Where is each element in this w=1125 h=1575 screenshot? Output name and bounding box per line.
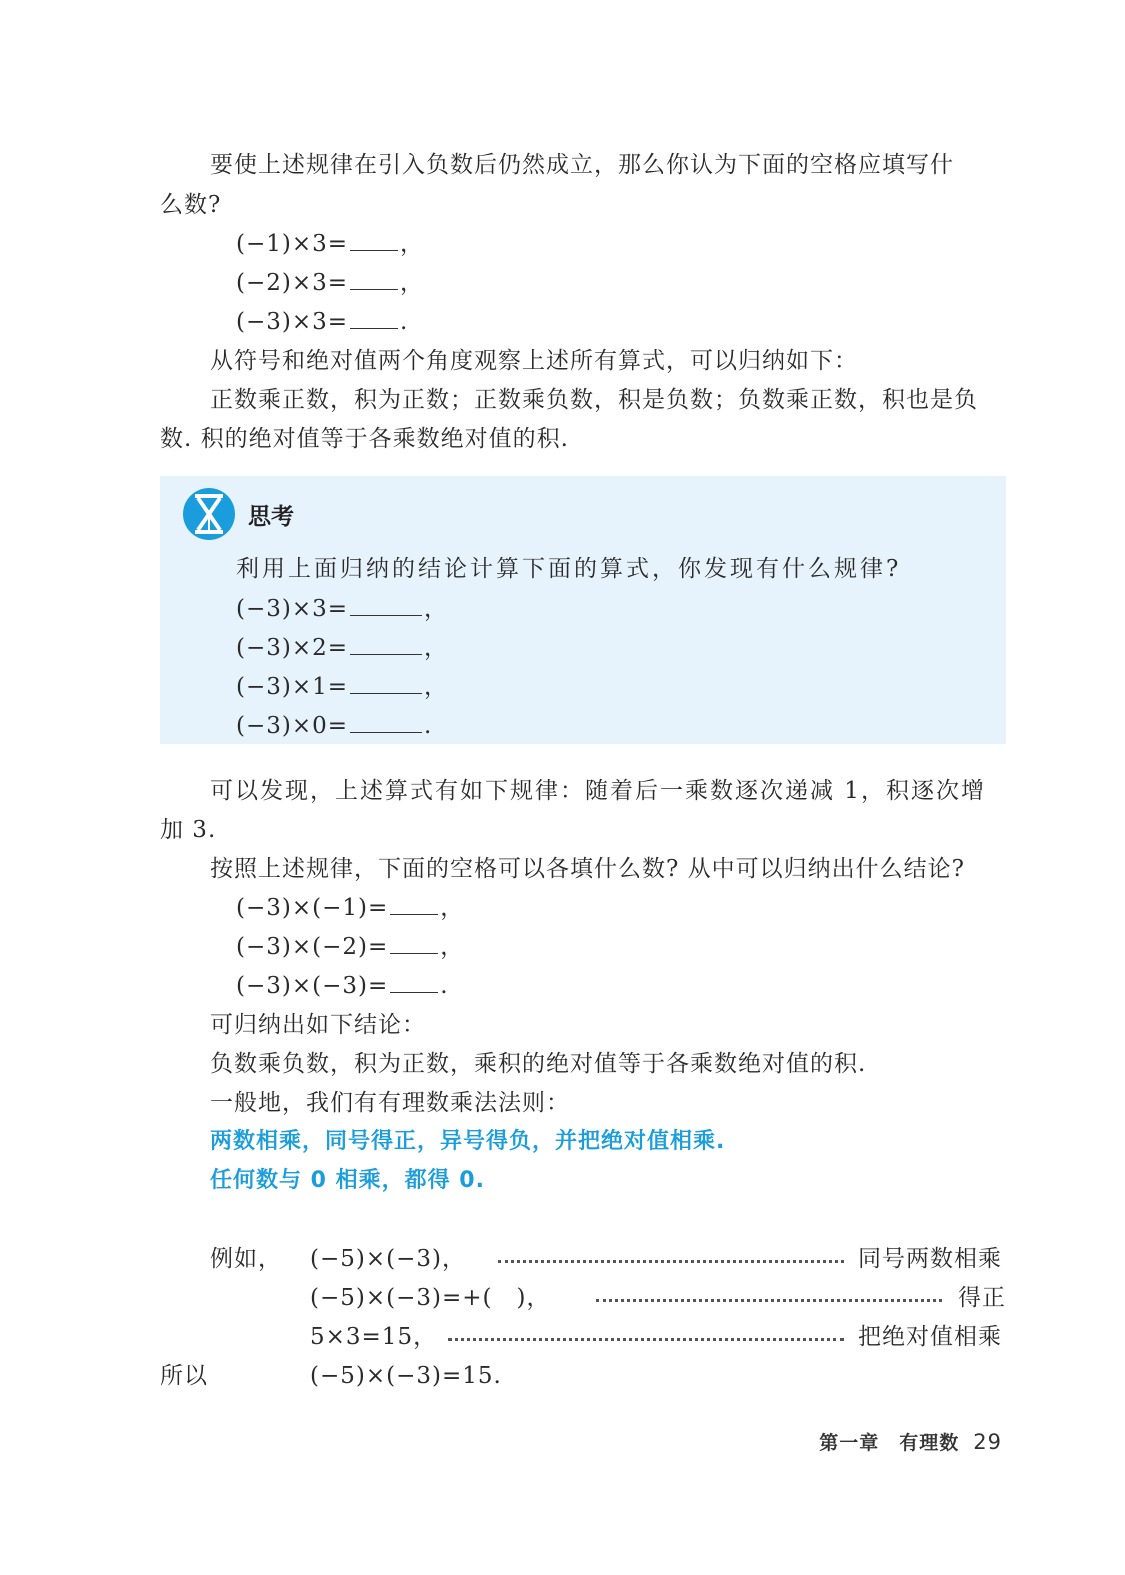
expression: (−3)×(−3)= [236, 973, 389, 999]
punctuation: ， [424, 674, 449, 700]
expression: (−3)×0= [236, 713, 349, 739]
think-item [236, 672, 448, 702]
punctuation: ， [424, 635, 449, 661]
rule-line-1: 两数相乘，同号得正，异号得负，并把绝对值相乘. [210, 1129, 726, 1154]
hourglass-icon [183, 488, 235, 540]
exercise1-item [236, 268, 424, 298]
leader-dots [596, 1297, 942, 1302]
expression: (−3)×3= [236, 309, 349, 335]
expression: (−3)×(−1)= [236, 895, 389, 921]
answer-blank [350, 288, 398, 290]
page-footer [819, 1428, 1002, 1455]
expression: (−3)×2= [236, 635, 349, 661]
conclusion-line-1: 可归纳出如下结论： [210, 1012, 426, 1038]
example-result: (−5)×(−3)=15. [310, 1363, 502, 1389]
punctuation: ， [424, 596, 449, 622]
observe-line-1: 从符号和绝对值两个角度观察上述所有算式，可以归纳如下： [210, 348, 858, 374]
answer-blank [350, 249, 398, 251]
example-step-expr: (−5)×(−3)=+( )， [310, 1285, 551, 1311]
answer-blank [350, 692, 422, 694]
expression: (−1)×3= [236, 231, 349, 257]
punctuation: ， [400, 270, 425, 296]
discover-line-1: 可以发现，上述算式有如下规律：随着后一乘数逐次递减 1，积逐次增 [210, 778, 986, 804]
punctuation: ， [440, 934, 465, 960]
punctuation: ， [400, 231, 425, 257]
intro-line-2: 么数? [160, 192, 222, 218]
answer-blank [350, 731, 422, 733]
punctuation: . [424, 713, 433, 739]
example-step-expr: (−5)×(−3)， [310, 1246, 466, 1272]
example-so-label: 所以 [160, 1363, 208, 1389]
rule-line-2: 任何数与 0 相乘，都得 0. [210, 1168, 485, 1193]
think-prompt: 利用上面归纳的结论计算下面的算式，你发现有什么规律? [236, 556, 902, 582]
expression: (−2)×3= [236, 270, 349, 296]
think-title: 思考 [248, 504, 294, 530]
answer-blank [390, 913, 438, 915]
exercise2-item [236, 971, 449, 1001]
think-item [236, 633, 448, 663]
think-item [236, 594, 448, 624]
page-number: 29 [973, 1430, 1002, 1454]
punctuation: . [400, 309, 409, 335]
example-step-expr: 5×3=15， [310, 1324, 438, 1350]
observe-line-2: 正数乘正数，积为正数；正数乘负数，积是负数；负数乘正数，积也是负 [210, 387, 978, 413]
leader-dots [448, 1336, 844, 1341]
punctuation: . [440, 973, 449, 999]
answer-blank [390, 952, 438, 954]
think-item [236, 711, 432, 741]
exercise2-item [236, 932, 464, 962]
punctuation: ， [440, 895, 465, 921]
conclusion-line-2: 负数乘负数，积为正数，乘积的绝对值等于各乘数绝对值的积. [210, 1051, 867, 1077]
observe-line-3: 数. 积的绝对值等于各乘数绝对值的积. [160, 426, 569, 452]
expression: (−3)×3= [236, 596, 349, 622]
example-step-note: 把绝对值相乘 [858, 1324, 1002, 1350]
example-step-note: 得正 [958, 1285, 1006, 1311]
exercise1-item [236, 229, 424, 259]
expression: (−3)×(−2)= [236, 934, 389, 960]
chapter-title: 第一章 有理数 [819, 1432, 960, 1454]
exercise2-item [236, 893, 464, 923]
discover-line-2: 加 3. [160, 817, 217, 843]
answer-blank [350, 327, 398, 329]
discover-line-3: 按照上述规律，下面的空格可以各填什么数? 从中可以归纳出什么结论? [210, 856, 965, 882]
conclusion-line-3: 一般地，我们有有理数乘法法则： [210, 1090, 570, 1116]
expression: (−3)×1= [236, 674, 349, 700]
answer-blank [350, 653, 422, 655]
exercise1-item [236, 307, 408, 337]
leader-dots [498, 1258, 844, 1263]
answer-blank [350, 614, 422, 616]
example-step-note: 同号两数相乘 [858, 1246, 1002, 1272]
intro-line-1: 要使上述规律在引入负数后仍然成立，那么你认为下面的空格应填写什 [210, 152, 954, 178]
example-label: 例如， [210, 1246, 282, 1272]
answer-blank [390, 991, 438, 993]
